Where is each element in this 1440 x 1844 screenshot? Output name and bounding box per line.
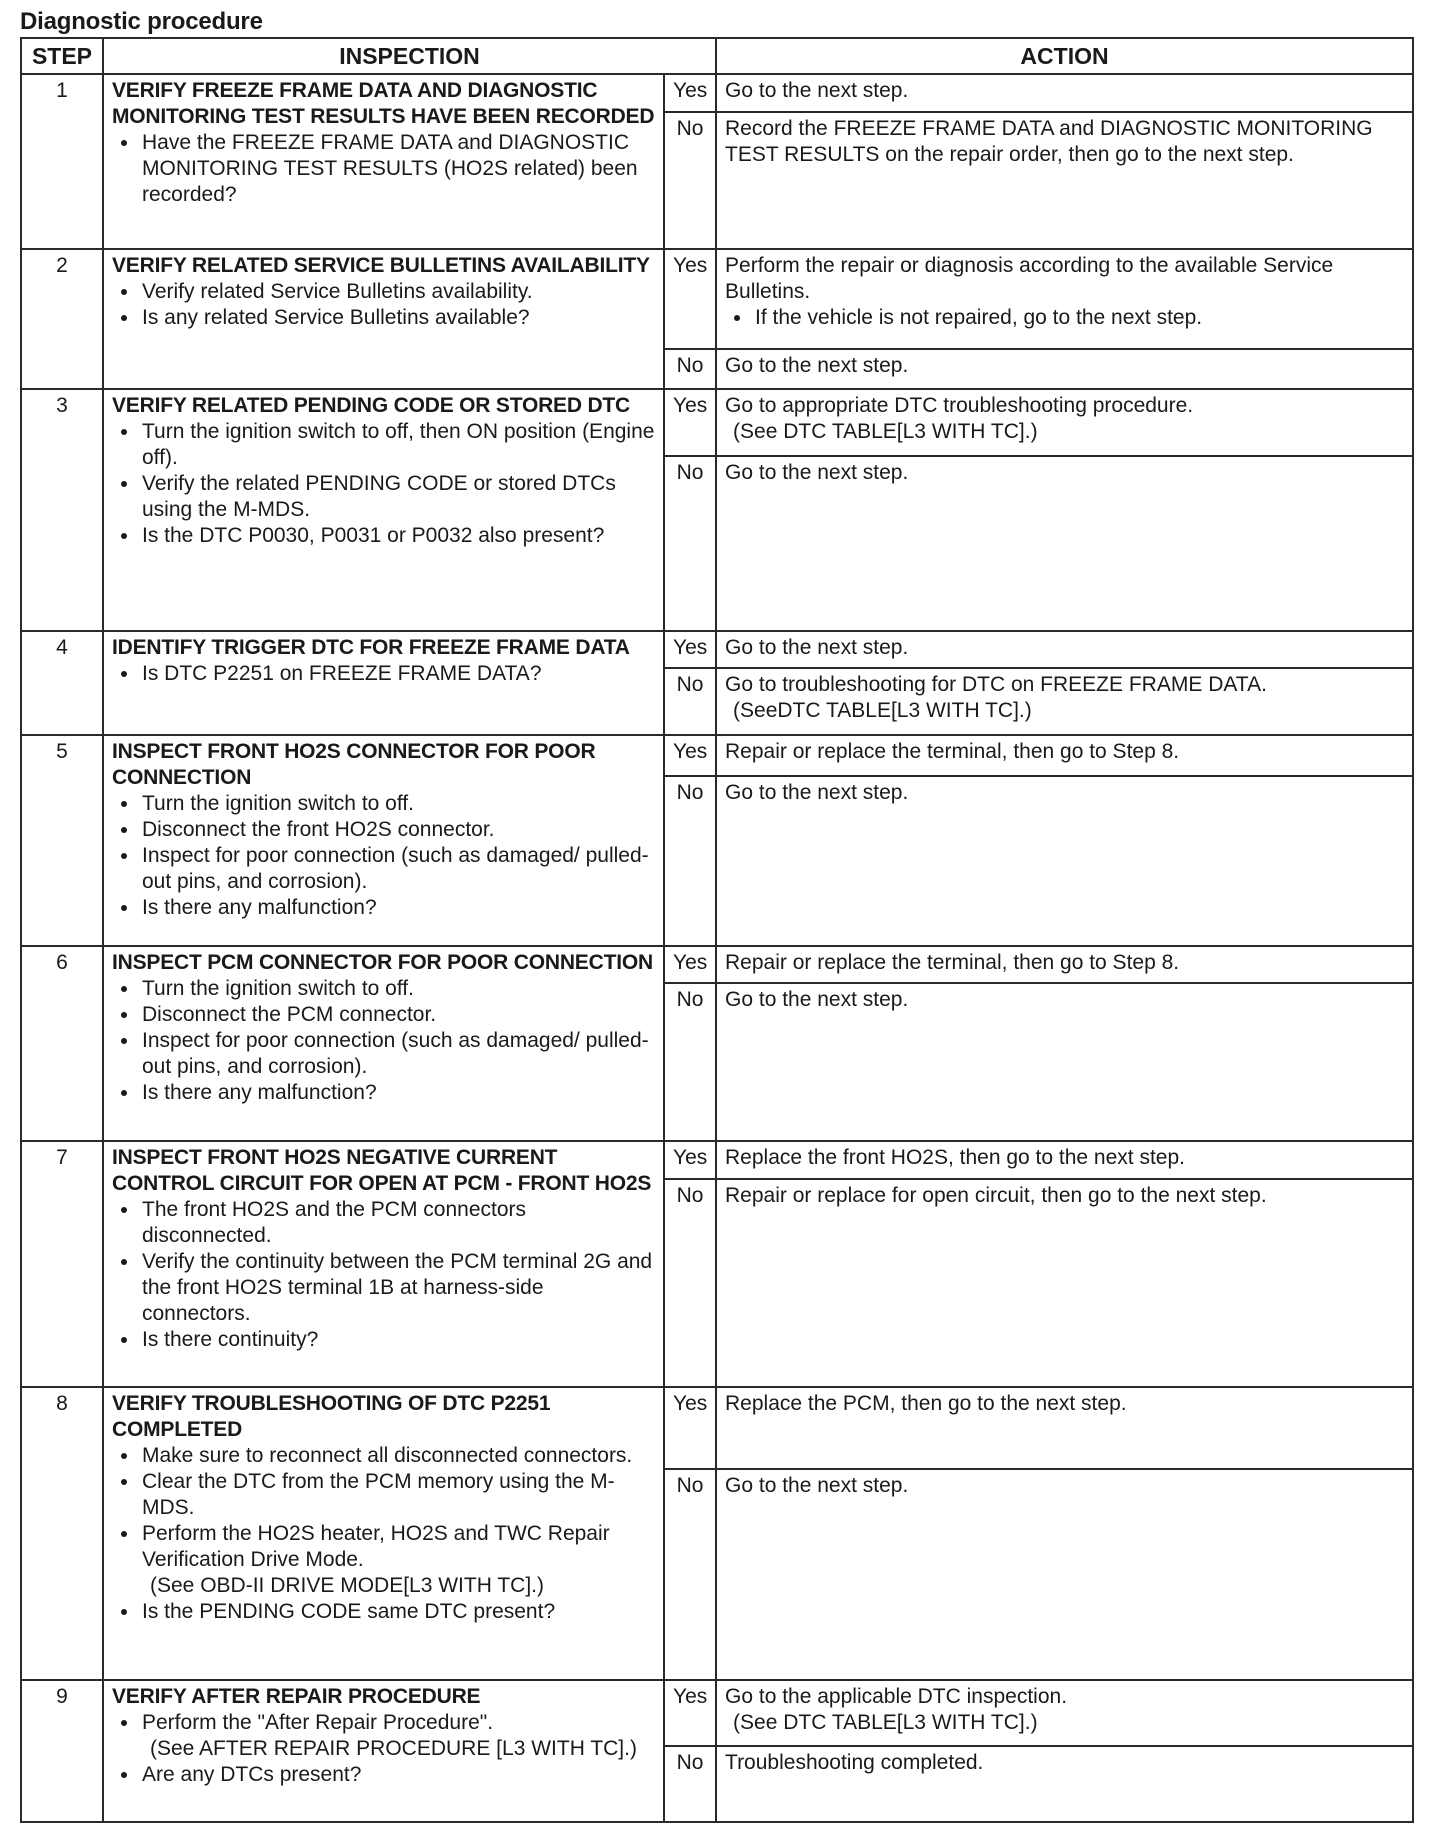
yes-label: Yes <box>664 389 716 456</box>
yes-label: Yes <box>664 946 716 984</box>
yes-action <box>716 1387 1413 1469</box>
no-action <box>716 1746 1413 1822</box>
no-action <box>716 776 1413 946</box>
inspection-item-text: Have the FREEZE FRAME DATA and DIAGNOSTIC MONITORING TEST RESULTS (HO2S related) been recorded? <box>142 131 638 206</box>
table-header-row <box>21 38 1413 74</box>
yes-action-reference: (See DTC TABLE[L3 WITH TC].) <box>733 1710 1038 1734</box>
list-item <box>140 419 655 471</box>
no-action <box>716 983 1413 1140</box>
inspection-item-reference: (See AFTER REPAIR PROCEDURE [L3 WITH TC].) <box>150 1736 637 1760</box>
inspection-cell <box>103 946 664 1141</box>
header-step: STEP <box>21 38 103 74</box>
yes-action <box>716 631 1413 669</box>
list-item <box>140 1197 655 1249</box>
table-row <box>21 249 1413 349</box>
yes-action-text: Perform the repair or diagnosis according to the available Service Bulletins. <box>725 254 1334 304</box>
inspection-list <box>112 661 655 687</box>
no-label: No <box>664 776 716 946</box>
no-label: No <box>664 1179 716 1388</box>
list-item <box>140 1080 655 1106</box>
no-action <box>716 668 1413 735</box>
inspection-item-text: Make sure to reconnect all disconnected connectors. <box>142 1444 633 1468</box>
inspection-item-text: Verify the related PENDING CODE or stored DTCs using the M-MDS. <box>142 471 616 521</box>
table-row <box>21 1387 1413 1469</box>
list-item <box>140 1710 655 1762</box>
list-item <box>140 1028 655 1080</box>
list-item: • If the vehicle is not repaired, go to the next step. <box>753 305 1404 331</box>
list-item <box>140 305 655 331</box>
no-action-text: Go to troubleshooting for DTC on FREEZE FRAME DATA. <box>725 673 1267 697</box>
yes-label: Yes <box>664 1387 716 1469</box>
list-item <box>140 1762 655 1788</box>
inspection-list <box>112 976 655 1106</box>
inspection-cell <box>103 389 664 631</box>
no-action <box>716 1469 1413 1680</box>
yes-action-text: Replace the PCM, then go to the next step. <box>725 1392 1127 1416</box>
inspection-item-text: Is the DTC P0030, P0031 or P0032 also present? <box>142 523 605 547</box>
yes-action-text: Go to the next step. <box>725 79 909 102</box>
inspection-item-text: Disconnect the front HO2S connector. <box>142 818 495 841</box>
list-item <box>140 843 655 895</box>
inspection-item-text: The front HO2S and the PCM connectors disconnected. <box>142 1197 527 1247</box>
list-item <box>140 817 655 843</box>
list-item <box>140 1443 655 1469</box>
no-action <box>716 456 1413 631</box>
list-item <box>140 895 655 921</box>
inspection-list <box>112 791 655 921</box>
table-row <box>21 1141 1413 1179</box>
table-row <box>21 74 1413 112</box>
step-number: 6 <box>21 946 103 1141</box>
no-action <box>716 349 1413 389</box>
list-item <box>140 523 655 549</box>
table-row <box>21 389 1413 456</box>
no-action-text: Troubleshooting completed. <box>725 1751 984 1775</box>
yes-action-reference: (See DTC TABLE[L3 WITH TC].) <box>733 419 1038 443</box>
yes-action-text: Go to the applicable DTC inspection. <box>725 1684 1068 1708</box>
no-action-text: Record the FREEZE FRAME DATA and DIAGNOSTIC MONITORING TEST RESULTS on the repair order, then go to the next step. <box>725 116 1373 166</box>
inspection-item-text: Perform the "After Repair Procedure". <box>142 1710 494 1734</box>
inspection-item-text: Are any DTCs present? <box>142 1762 362 1786</box>
list-item <box>140 1002 655 1028</box>
inspection-item-text: Perform the HO2S heater, HO2S and TWC Repair Verification Drive Mode. <box>142 1522 610 1572</box>
inspection-list <box>112 279 655 331</box>
step-number: 3 <box>21 389 103 631</box>
inspection-item-text: Inspect for poor connection (such as damaged/ pulled-out pins, and corrosion). <box>142 844 649 893</box>
list-item <box>140 1469 655 1521</box>
inspection-title: VERIFY FREEZE FRAME DATA AND DIAGNOSTIC MONITORING TEST RESULTS HAVE BEEN RECORDED <box>112 79 655 128</box>
inspection-cell <box>103 1680 664 1822</box>
step-number: 1 <box>21 74 103 249</box>
list-item <box>140 791 655 817</box>
header-inspection: INSPECTION <box>103 38 716 74</box>
list-item <box>140 279 655 305</box>
inspection-item-text: Turn the ignition switch to off. <box>142 792 414 815</box>
inspection-title: VERIFY RELATED PENDING CODE OR STORED DTC <box>112 393 631 417</box>
yes-label: Yes <box>664 1141 716 1179</box>
inspection-list <box>112 419 655 549</box>
no-action-text: Go to the next step. <box>725 1474 909 1498</box>
yes-label: Yes <box>664 735 716 776</box>
no-label: No <box>664 1469 716 1680</box>
yes-label: Yes <box>664 631 716 669</box>
inspection-cell <box>103 249 664 389</box>
inspection-item-text: Inspect for poor connection (such as damaged/ pulled-out pins, and corrosion). <box>142 1028 649 1078</box>
step-number: 5 <box>21 735 103 946</box>
table-row <box>21 735 1413 776</box>
table-row <box>21 1680 1413 1747</box>
inspection-item-text: Is DTC P2251 on FREEZE FRAME DATA? <box>142 661 542 685</box>
no-action-text: Go to the next step. <box>725 780 909 804</box>
inspection-item-text: Is there continuity? <box>142 1327 319 1351</box>
inspection-title: VERIFY RELATED SERVICE BULLETINS AVAILABILITY <box>112 254 650 278</box>
diagnostic-procedure-table <box>20 37 1414 1823</box>
inspection-item-text: Turn the ignition switch to off. <box>142 976 414 1000</box>
step-number: 9 <box>21 1680 103 1822</box>
no-label: No <box>664 983 716 1140</box>
yes-action <box>716 735 1413 776</box>
inspection-item-text: Turn the ignition switch to off, then ON position (Engine off). <box>142 419 655 469</box>
no-label: No <box>664 1746 716 1822</box>
list-item <box>140 130 655 208</box>
no-action-text: Go to the next step. <box>725 460 909 484</box>
action-list <box>725 305 1404 331</box>
inspection-item-text: Clear the DTC from the PCM memory using the M-MDS. <box>142 1470 615 1520</box>
step-number: 4 <box>21 631 103 735</box>
no-action <box>716 1179 1413 1388</box>
list-item <box>140 1521 655 1599</box>
yes-label: Yes <box>664 249 716 349</box>
inspection-cell <box>103 735 664 946</box>
inspection-item-text: Is any related Service Bulletins available? <box>142 306 530 330</box>
yes-action <box>716 389 1413 456</box>
yes-action-text: Go to appropriate DTC troubleshooting procedure. <box>725 393 1194 417</box>
yes-label: Yes <box>664 1680 716 1747</box>
inspection-title: IDENTIFY TRIGGER DTC FOR FREEZE FRAME DATA <box>112 635 630 659</box>
list-item <box>140 1599 655 1625</box>
list-item <box>140 471 655 523</box>
inspection-item-text: Verify the continuity between the PCM terminal 2G and the front HO2S terminal 1B at harness-side connectors. <box>142 1249 653 1325</box>
inspection-item-reference: (See OBD-II DRIVE MODE[L3 WITH TC].) <box>150 1574 544 1598</box>
inspection-cell <box>103 1387 664 1680</box>
yes-action <box>716 249 1413 349</box>
inspection-cell <box>103 74 664 249</box>
no-action-reference: (SeeDTC TABLE[L3 WITH TC].) <box>733 699 1032 723</box>
table-row <box>21 946 1413 984</box>
table-row <box>21 631 1413 669</box>
inspection-title: INSPECT FRONT HO2S CONNECTOR FOR POOR CONNECTION <box>112 740 596 789</box>
inspection-title: VERIFY AFTER REPAIR PROCEDURE <box>112 1684 481 1708</box>
yes-action <box>716 946 1413 984</box>
no-action <box>716 112 1413 250</box>
no-label: No <box>664 349 716 389</box>
list-item <box>140 1327 655 1353</box>
yes-action-text: Repair or replace the terminal, then go to Step 8. <box>725 740 1180 763</box>
no-label: No <box>664 668 716 735</box>
no-action-text: Go to the next step. <box>725 354 909 378</box>
inspection-item-text: Verify related Service Bulletins availability. <box>142 280 533 304</box>
list-item <box>140 976 655 1002</box>
inspection-title: VERIFY TROUBLESHOOTING OF DTC P2251 COMPLETED <box>112 1392 551 1442</box>
inspection-list <box>112 1710 655 1788</box>
inspection-item-text: Is there any malfunction? <box>142 1080 377 1104</box>
step-number: 7 <box>21 1141 103 1387</box>
yes-action <box>716 1141 1413 1179</box>
no-action-text: Repair or replace for open circuit, then go to the next step. <box>725 1183 1267 1207</box>
inspection-list <box>112 1443 655 1625</box>
inspection-item-text: Is the PENDING CODE same DTC present? <box>142 1600 556 1624</box>
inspection-cell <box>103 1141 664 1387</box>
inspection-list <box>112 1197 655 1353</box>
no-label: No <box>664 456 716 631</box>
inspection-cell <box>103 631 664 735</box>
inspection-item-text: Is there any malfunction? <box>142 896 377 919</box>
no-label: No <box>664 112 716 250</box>
inspection-title: INSPECT FRONT HO2S NEGATIVE CURRENT CONTROL CIRCUIT FOR OPEN AT PCM - FRONT HO2S <box>112 1145 652 1195</box>
step-number: 2 <box>21 249 103 389</box>
yes-action-text: Replace the front HO2S, then go to the next step. <box>725 1145 1185 1169</box>
yes-action-text: Repair or replace the terminal, then go to Step 8. <box>725 950 1180 974</box>
yes-action <box>716 74 1413 112</box>
inspection-list <box>112 130 655 208</box>
list-item <box>140 1249 655 1327</box>
inspection-item-text: Disconnect the PCM connector. <box>142 1002 437 1026</box>
list-item <box>140 661 655 687</box>
yes-label: Yes <box>664 74 716 112</box>
page-title: Diagnostic procedure <box>20 8 263 35</box>
no-action-text: Go to the next step. <box>725 988 909 1012</box>
step-number: 8 <box>21 1387 103 1680</box>
yes-action <box>716 1680 1413 1747</box>
header-action: ACTION <box>716 38 1413 74</box>
inspection-title: INSPECT PCM CONNECTOR FOR POOR CONNECTION <box>112 950 653 974</box>
yes-action-text: Go to the next step. <box>725 635 909 659</box>
